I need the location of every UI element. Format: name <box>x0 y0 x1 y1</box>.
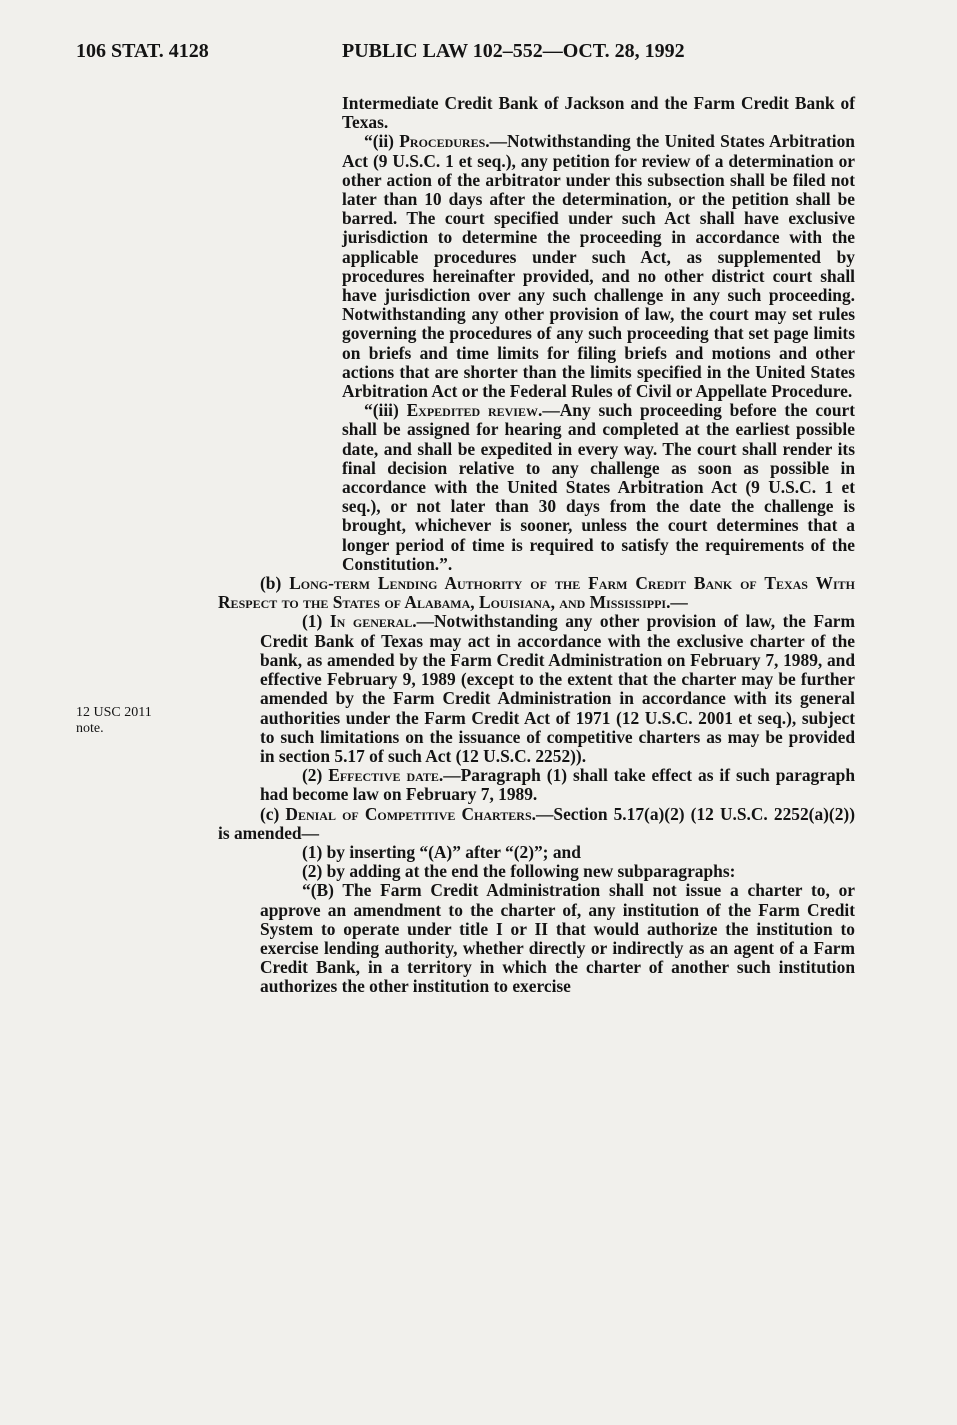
paragraph-number: “(iii) <box>364 400 407 421</box>
paragraph-heading: Expedited review <box>406 400 538 421</box>
paragraph-number: (c) <box>260 803 286 824</box>
amendment-item-1: (1) by inserting “(A)” after “(2)”; and <box>302 841 581 862</box>
margin-note-citation: 12 USC 2011 <box>76 705 152 720</box>
paragraph-text: .—Section 5.17(a)(2) (12 U.S.C. 2252(a)(2)) is amended— <box>218 803 856 843</box>
paragraph-heading: Procedures <box>399 131 486 152</box>
subsection-b <box>218 574 855 612</box>
paragraph-effective-date <box>218 766 855 804</box>
margin-note <box>76 705 152 737</box>
paragraph-text: .— <box>666 592 688 613</box>
public-law-title: PUBLIC LAW 102–552—OCT. 28, 1992 <box>342 40 685 62</box>
subparagraph-b: “(B) The Farm Credit Administration shall not issue a charter to, or approve an amendment to the charter of, any institution of the Farm Credit System to operate under title I or II that would authorize the institution to exercise lending authority, whether directly or indirectly as an agent of a Farm Credit Bank, in a territory in which the charter of another such institution authorizes the other institution to exercise <box>260 880 855 997</box>
paragraph-number: “(ii) <box>364 131 400 152</box>
paragraph-expedited-review <box>218 401 855 574</box>
paragraph-in-general <box>218 612 855 766</box>
paragraph-text: .—Paragraph (1) shall take effect as if such paragraph had become law on February 7, 1989. <box>260 765 855 805</box>
paragraph-heading: Effective date <box>328 765 439 786</box>
stat-page-number: 106 STAT. 4128 <box>76 40 209 62</box>
paragraph-heading: Denial of Competitive Charters <box>285 803 532 824</box>
paragraph-text: .—Any such proceeding before the court shall be assigned for hearing and completed at the earliest possible date, and shall be expedited in every way. The court shall render its final decision relative to any challenge as soon as possible in accordance with the United States Arbitration Act (9 U.S.C. 1 et seq.), or not later than 30 days from the date the challenge is brought, whichever is sooner, unless the court determines that a longer period of time is required to satisfy the requirements of the Constitution.”. <box>342 400 856 574</box>
margin-note-suffix: note. <box>76 721 104 736</box>
statute-body <box>218 94 855 997</box>
paragraph-number: (b) <box>260 573 290 594</box>
paragraph-continuation: Intermediate Credit Bank of Jackson and the Farm Credit Bank of Texas. <box>342 93 855 133</box>
paragraph-heading: Long-term Lending Authority of the Farm Credit Bank of Texas With Respect to the States of Alabama, Louisiana, and Mississippi <box>218 573 855 613</box>
paragraph-text: .—Notwithstanding any other provision of law, the Farm Credit Bank of Texas may act in accordance with the exclusive charter of the bank, as amended by the Farm Credit Administration on February 7, 1989, and effective February 9, 1989 (except to the extent that the charter may be further amended by the Farm Credit Administration in accordance with its general authorities under the Farm Credit Act of 1971 (12 U.S.C. 2001 et seq.), subject to such limitations on the issuance of competitive charters as may be provided in section 5.17 of such Act (12 U.S.C. 2252)). <box>260 611 855 766</box>
paragraph-text: .—Notwithstanding the United States Arbitration Act (9 U.S.C. 1 et seq.), any petition for review of a determination or other action of the arbitrator under this subsection shall be filed not later than 10 days after the determination, or the petition shall be barred. The court specified under such Act shall have exclusive jurisdiction to determine the proceeding in accordance with the applicable procedures under such Act, as supplemented by procedures hereinafter provided, and no other district court shall have jurisdiction over any such challenge in any such proceeding. Notwithstanding any other provision of law, the court may set rules governing the procedures of any such proceeding that set page limits on briefs and time limits for filing briefs and motions and other actions that are shorter than the limits specified in the United States Arbitration Act or the Federal Rules of Civil or Appellate Procedure. <box>342 131 855 402</box>
subsection-c <box>218 805 855 843</box>
paragraph-number: (1) <box>302 611 330 632</box>
paragraph-heading: In general <box>329 611 413 632</box>
page-header <box>76 40 917 70</box>
paragraph-number: (2) <box>302 765 329 786</box>
amendment-item-2: (2) by adding at the end the following new subparagraphs: <box>302 861 736 882</box>
paragraph-procedures <box>218 132 855 401</box>
